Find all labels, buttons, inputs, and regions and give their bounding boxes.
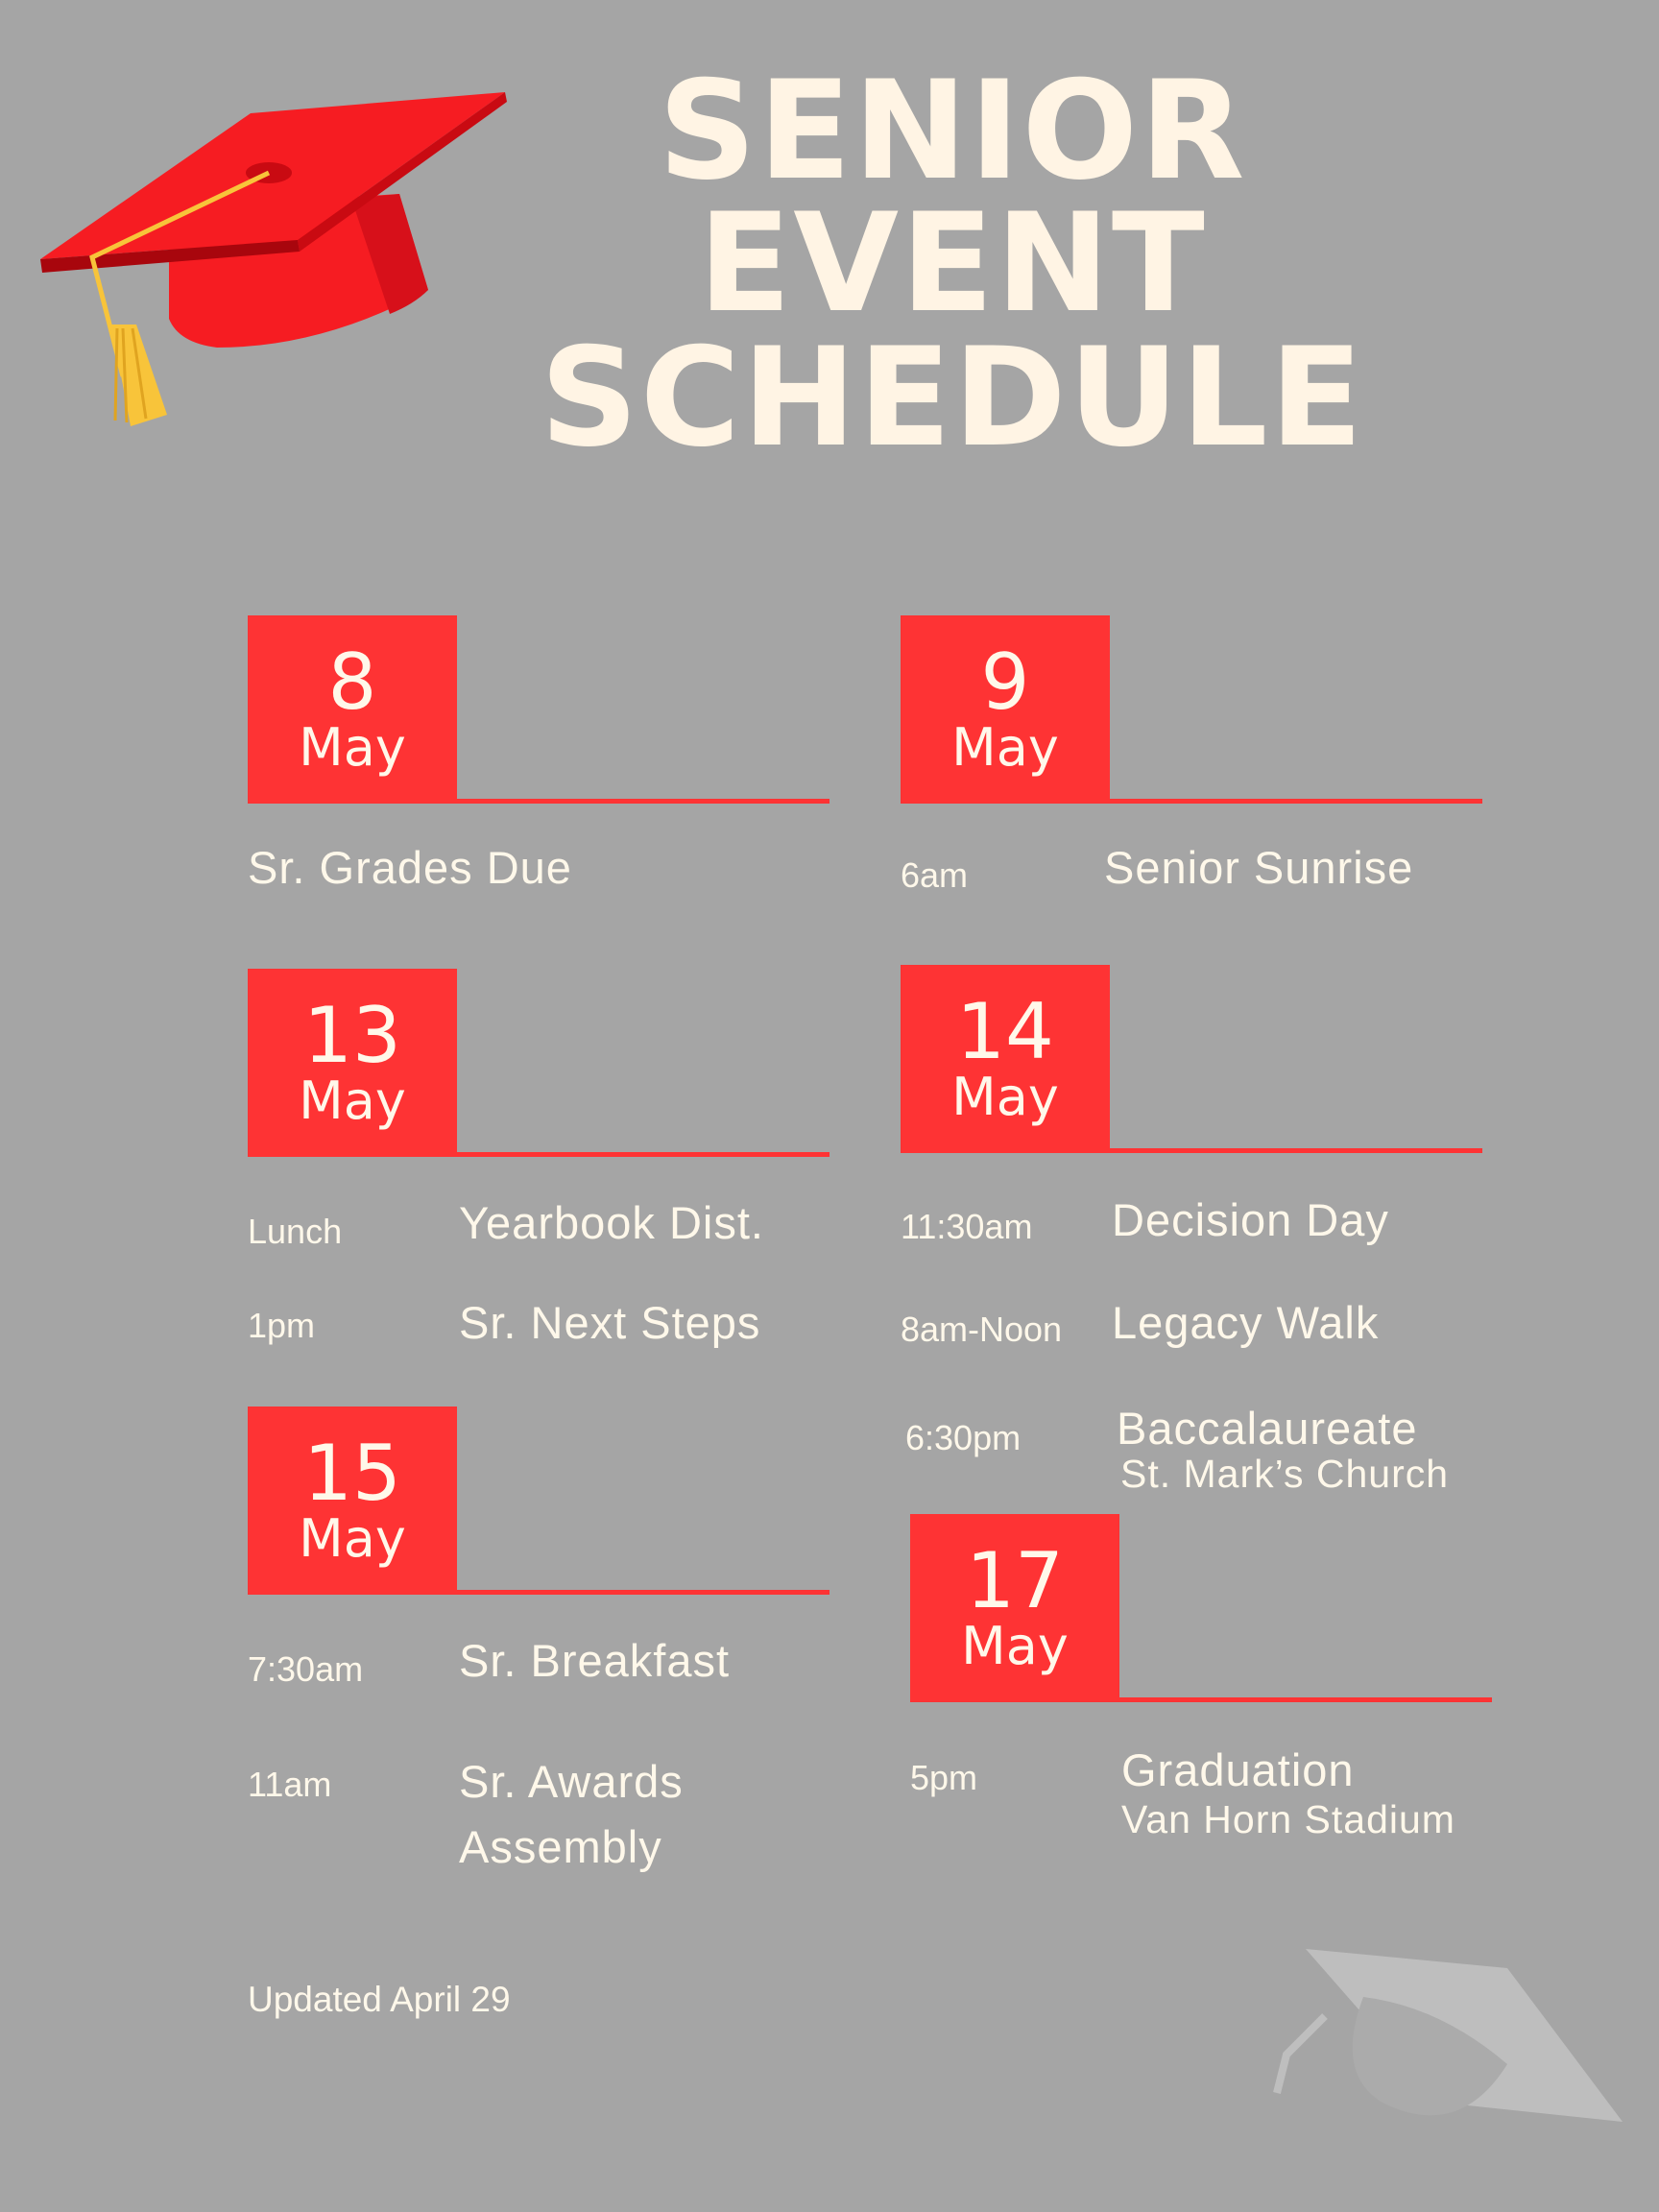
event-time: 5pm [910,1758,978,1797]
day-block-17 [910,1514,1492,1702]
day-block-9 [901,615,1482,804]
date-day: 8 [327,637,377,727]
event-time: 1pm [248,1306,316,1345]
day-block-8 [248,615,830,804]
event-name: Sr. Breakfast [459,1635,731,1686]
updated-note: Updated April 29 [248,1980,511,2019]
title-line-2: EVENT [698,184,1207,343]
date-box [910,1514,1119,1702]
date-day: 14 [956,987,1054,1076]
date-month: May [961,1616,1069,1676]
date-rule [457,799,830,804]
date-rule [1110,799,1482,804]
date-day: 9 [980,637,1030,727]
event-time: 6am [901,855,969,895]
date-rule [457,1152,830,1157]
event-name: Sr. Next Steps [459,1297,761,1348]
event-name: Yearbook Dist. [459,1197,764,1248]
event-name: Baccalaureate [1117,1403,1418,1454]
event-name: Graduation [1121,1744,1355,1795]
event-time: Lunch [248,1212,343,1251]
day-block-14 [901,965,1482,1153]
event-name: Sr. Grades Due [248,842,572,893]
day-block-15 [248,1407,830,1595]
date-box [901,615,1110,804]
event-time: 6:30pm [905,1418,1022,1457]
date-box [901,965,1110,1153]
date-rule [457,1590,830,1595]
date-month: May [951,1067,1059,1127]
date-month: May [951,717,1059,778]
graduation-cap-icon [35,88,515,434]
day-block-13 [248,969,830,1157]
event-name: Decision Day [1112,1194,1389,1245]
date-month: May [299,1070,406,1131]
event-name: Legacy Walk [1112,1297,1380,1348]
date-day: 17 [966,1536,1064,1625]
date-box [248,615,457,804]
date-day: 13 [303,991,401,1080]
date-rule [1110,1148,1482,1153]
date-month: May [299,717,406,778]
event-time: 11am [248,1765,332,1804]
event-time: 11:30am [901,1207,1033,1246]
date-day: 15 [303,1429,401,1518]
event-name-line-2: Assembly [459,1821,662,1872]
event-location: Van Horn Stadium [1121,1797,1455,1841]
date-box [248,969,457,1157]
event-name: Sr. Awards [459,1756,684,1807]
date-box [248,1407,457,1595]
title-line-1: SENIOR [658,52,1247,210]
title-line-3: SCHEDULE [540,319,1365,477]
date-rule [1119,1697,1492,1702]
date-month: May [299,1508,406,1569]
event-time: 7:30am [248,1649,364,1689]
event-time: 8am-Noon [901,1310,1063,1349]
graduation-cap-watermark-icon [1267,1939,1632,2160]
event-location: St. Mark’s Church [1120,1452,1450,1496]
event-name: Senior Sunrise [1104,842,1414,893]
